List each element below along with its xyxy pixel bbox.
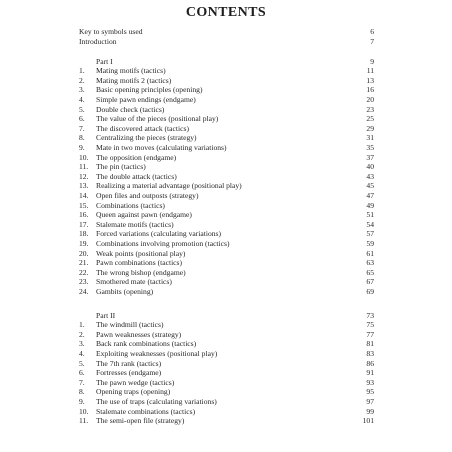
- chapter-item[interactable]: [79, 359, 374, 369]
- page-number: 63: [366, 258, 374, 268]
- chapter-number: 16.: [79, 210, 89, 220]
- chapter-item[interactable]: [79, 268, 374, 278]
- chapter-title: The opposition (endgame): [96, 152, 177, 162]
- part-heading[interactable]: [79, 311, 374, 321]
- chapter-item[interactable]: [79, 124, 374, 134]
- chapter-title: Double check (tactics): [96, 104, 165, 114]
- page-number: 23: [366, 104, 374, 114]
- chapter-number: 8.: [79, 133, 85, 143]
- chapter-number: 22.: [79, 267, 89, 277]
- chapter-title: Realizing a material advantage (positional play): [96, 181, 242, 191]
- page-number: 95: [366, 387, 374, 397]
- chapter-item[interactable]: [79, 162, 374, 172]
- chapter-number: 1.: [79, 320, 85, 330]
- chapter-number: 14.: [79, 190, 89, 200]
- chapter-number: 20.: [79, 248, 89, 258]
- chapter-title: Weak points (positional play): [96, 248, 186, 258]
- chapter-item[interactable]: [79, 287, 374, 297]
- chapter-title: Mating motifs 2 (tactics): [96, 75, 172, 85]
- page-number: 97: [366, 396, 374, 406]
- chapter-number: 11.: [79, 162, 89, 172]
- chapter-title: Exploiting weaknesses (positional play): [96, 348, 218, 358]
- chapter-item[interactable]: [79, 114, 374, 124]
- page-number: 31: [366, 133, 374, 143]
- chapter-title: The use of traps (calculating variations): [96, 396, 217, 406]
- page-number: 51: [366, 210, 374, 220]
- chapter-number: 2.: [79, 329, 85, 339]
- chapter-number: 11.: [79, 416, 89, 426]
- chapter-number: 5.: [79, 358, 85, 368]
- chapter-number: 6.: [79, 368, 85, 378]
- page-number: 86: [366, 358, 374, 368]
- page-number: 16: [366, 85, 374, 95]
- chapter-item[interactable]: [79, 339, 374, 349]
- chapter-title: Gambits (opening): [96, 286, 154, 296]
- chapter-number: 2.: [79, 75, 85, 85]
- chapter-number: 24.: [79, 286, 89, 296]
- page-number: 7: [370, 36, 374, 46]
- chapter-title: Open files and outposts (strategy): [96, 190, 199, 200]
- chapter-title: The pin (tactics): [96, 162, 146, 172]
- chapter-item[interactable]: [79, 220, 374, 230]
- page-number: 59: [366, 238, 374, 248]
- chapter-item[interactable]: [79, 76, 374, 86]
- chapter-item[interactable]: [79, 172, 374, 182]
- page-number: 45: [366, 181, 374, 191]
- chapter-number: 17.: [79, 219, 89, 229]
- page-number: 83: [366, 348, 374, 358]
- chapter-title: The discovered attack (tactics): [96, 123, 189, 133]
- page-number: 13: [366, 75, 374, 85]
- chapter-number: 8.: [79, 387, 85, 397]
- page-number: 93: [366, 377, 374, 387]
- chapter-item[interactable]: [79, 239, 374, 249]
- chapter-title: Combinations (tactics): [96, 200, 165, 210]
- chapter-number: 7.: [79, 123, 85, 133]
- chapter-number: 13.: [79, 181, 89, 191]
- chapter-number: 10.: [79, 152, 89, 162]
- chapter-number: 4.: [79, 348, 85, 358]
- chapter-title: Mating motifs (tactics): [96, 66, 166, 76]
- chapter-title: Opening traps (opening): [96, 387, 171, 397]
- chapter-item[interactable]: [79, 407, 374, 417]
- chapter-number: 4.: [79, 94, 85, 104]
- page-number: 43: [366, 171, 374, 181]
- chapter-item[interactable]: [79, 277, 374, 287]
- page-number: 11: [366, 66, 374, 76]
- page-number: 61: [366, 248, 374, 258]
- page-number: 29: [366, 123, 374, 133]
- chapter-number: 3.: [79, 85, 85, 95]
- page-title: CONTENTS: [185, 5, 267, 20]
- chapter-title: Combinations involving promotion (tactics): [96, 238, 230, 248]
- chapter-item[interactable]: [79, 133, 374, 143]
- chapter-number: 10.: [79, 406, 89, 416]
- page-number: 67: [366, 277, 374, 287]
- chapter-item[interactable]: [79, 85, 374, 95]
- page-number: 9: [370, 56, 374, 66]
- page-number: 47: [366, 190, 374, 200]
- page-number: 6: [370, 27, 374, 36]
- chapter-title: Stalemate combinations (tactics): [96, 406, 196, 416]
- page-number: 25: [366, 114, 374, 124]
- chapter-item[interactable]: [79, 378, 374, 388]
- chapter-title: The pawn wedge (tactics): [96, 377, 175, 387]
- chapter-title: The 7th rank (tactics): [96, 358, 162, 368]
- page-number: 54: [366, 219, 374, 229]
- chapter-title: Simple pawn endings (endgame): [96, 94, 196, 104]
- page-number: 73: [366, 310, 374, 320]
- chapter-item[interactable]: [79, 387, 374, 397]
- entry-title: Key to symbols used: [79, 27, 143, 36]
- chapter-number: 1.: [79, 66, 85, 76]
- part-heading[interactable]: [79, 57, 374, 67]
- chapter-number: 7.: [79, 377, 85, 387]
- entry-title: Introduction: [79, 36, 117, 46]
- chapter-item[interactable]: [79, 330, 374, 340]
- page-number: 69: [366, 286, 374, 296]
- chapter-number: 9.: [79, 142, 85, 152]
- page-number: 81: [366, 339, 374, 349]
- chapter-item[interactable]: [79, 66, 374, 76]
- front-matter-item[interactable]: [79, 27, 374, 37]
- page-number: 57: [366, 229, 374, 239]
- part-title: Part I: [96, 56, 113, 66]
- chapter-number: 12.: [79, 171, 89, 181]
- page-number: 99: [366, 406, 374, 416]
- page-number: 101: [362, 416, 374, 426]
- page-number: 91: [366, 368, 374, 378]
- page-number: 75: [366, 320, 374, 330]
- chapter-item[interactable]: [79, 258, 374, 268]
- page-number: 49: [366, 200, 374, 210]
- chapter-title: The semi-open file (strategy): [96, 416, 185, 426]
- chapter-item[interactable]: [79, 95, 374, 105]
- front-matter-item[interactable]: [79, 37, 374, 47]
- chapter-number: 3.: [79, 339, 85, 349]
- page-number: 40: [366, 162, 374, 172]
- chapter-title: Queen against pawn (endgame): [96, 210, 192, 220]
- chapter-title: Stalemate motifs (tactics): [96, 219, 174, 229]
- chapter-title: Forced variations (calculating variations): [96, 229, 222, 239]
- chapter-item[interactable]: [79, 320, 374, 330]
- chapter-number: 18.: [79, 229, 89, 239]
- chapter-number: 5.: [79, 104, 85, 114]
- chapter-number: 15.: [79, 200, 89, 210]
- chapter-number: 19.: [79, 238, 89, 248]
- chapter-number: 9.: [79, 396, 85, 406]
- chapter-title: The windmill (tactics): [96, 320, 164, 330]
- part-title: Part II: [96, 310, 116, 320]
- chapter-number: 6.: [79, 114, 85, 124]
- chapter-title: Pawn weaknesses (strategy): [96, 329, 182, 339]
- chapter-item[interactable]: [79, 368, 374, 378]
- page-number: 35: [366, 142, 374, 152]
- chapter-item[interactable]: [79, 201, 374, 211]
- page-number: 77: [366, 329, 374, 339]
- chapter-title: The value of the pieces (positional play): [96, 114, 219, 124]
- chapter-item[interactable]: [79, 105, 374, 115]
- chapter-item[interactable]: [79, 191, 374, 201]
- chapter-title: Mate in two moves (calculating variations): [96, 142, 227, 152]
- chapter-title: Pawn combinations (tactics): [96, 258, 183, 268]
- chapter-title: Smothered mate (tactics): [96, 277, 172, 287]
- chapter-number: 21.: [79, 258, 89, 268]
- chapter-title: Fortresses (endgame): [96, 368, 162, 378]
- chapter-title: The double attack (tactics): [96, 171, 177, 181]
- chapter-title: Basic opening principles (opening): [96, 85, 203, 95]
- page-number: 65: [366, 267, 374, 277]
- chapter-item[interactable]: [79, 349, 374, 359]
- chapter-item[interactable]: [79, 249, 374, 259]
- chapter-item[interactable]: [79, 397, 374, 407]
- chapter-title: Back rank combinations (tactics): [96, 339, 197, 349]
- chapter-item[interactable]: [79, 143, 374, 153]
- chapter-item[interactable]: [79, 229, 374, 239]
- page-number: 37: [366, 152, 374, 162]
- page-number: 20: [366, 94, 374, 104]
- chapter-title: Centralizing the pieces (strategy): [96, 133, 197, 143]
- chapter-number: 23.: [79, 277, 89, 287]
- chapter-item[interactable]: [79, 181, 374, 191]
- chapter-item[interactable]: [79, 210, 374, 220]
- chapter-item[interactable]: [79, 416, 374, 426]
- chapter-item[interactable]: [79, 153, 374, 163]
- chapter-title: The wrong bishop (endgame): [96, 267, 186, 277]
